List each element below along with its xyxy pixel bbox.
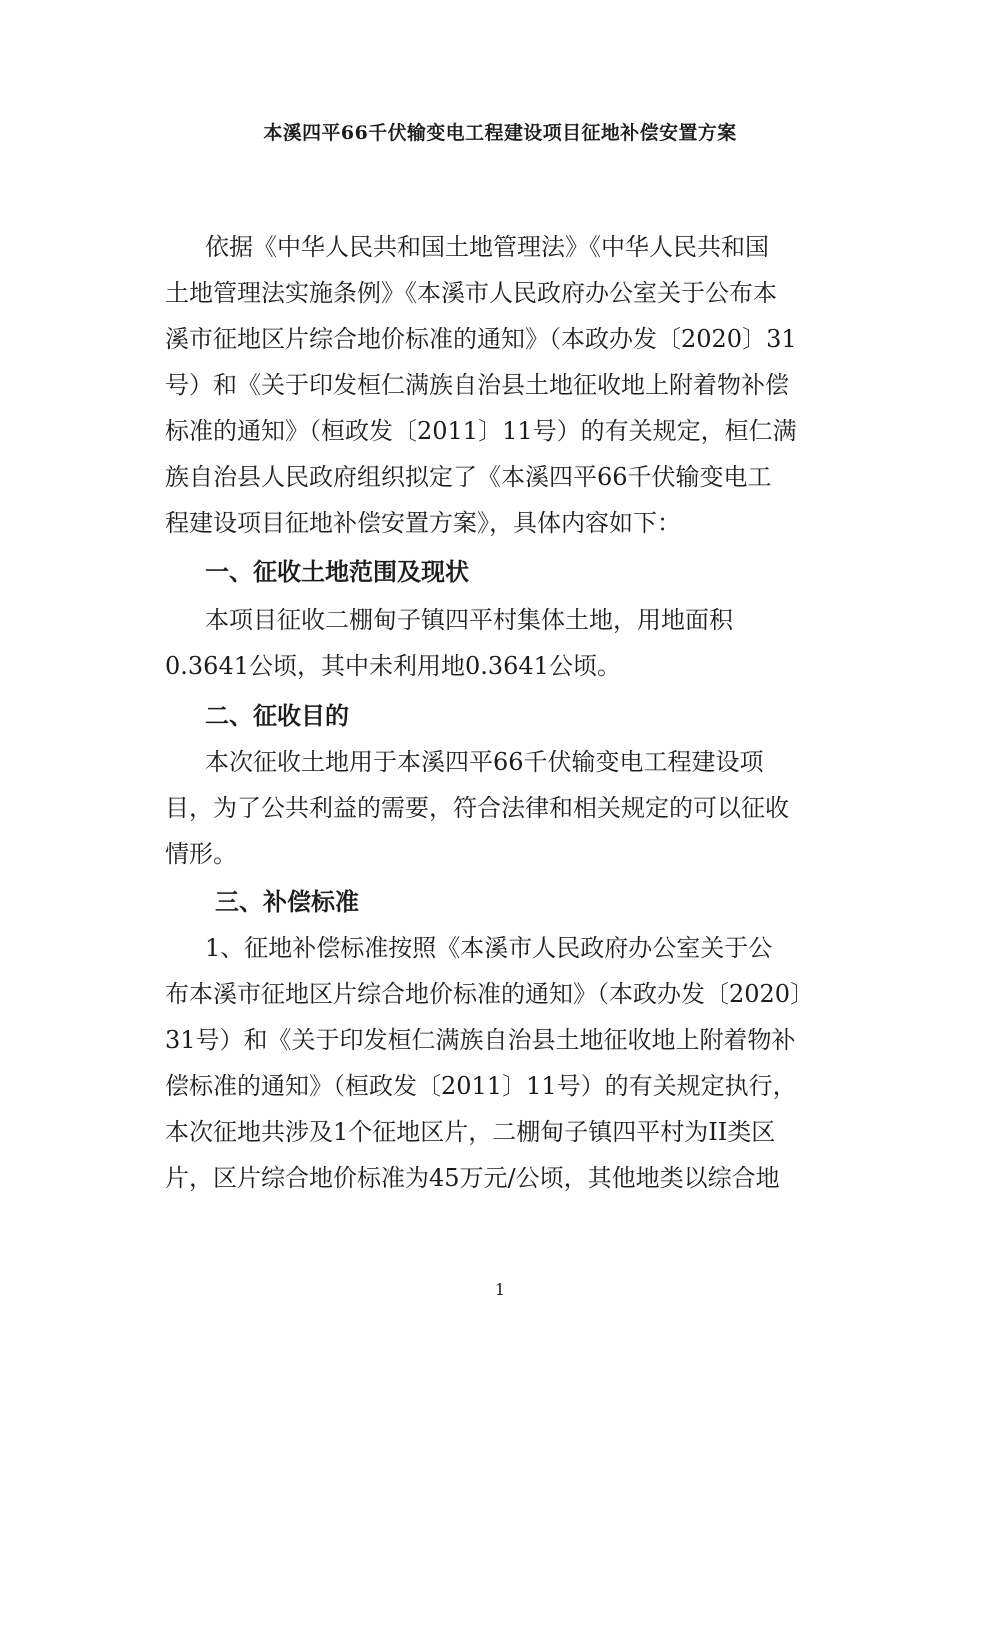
section-line: 目，为了公共利益的需要，符合法律和相关规定的可以征收 xyxy=(165,794,789,822)
section-line: 本项目征收二棚甸子镇四平村集体土地，用地面积 xyxy=(205,606,733,634)
section-line: 布本溪市征地区片综合地价标准的通知》（本政办发〔2020〕 xyxy=(165,980,815,1008)
intro-line: 土地管理法实施条例》《本溪市人民政府办公室关于公布本 xyxy=(165,279,777,307)
intro-line: 号）和《关于印发桓仁满族自治县土地征收地上附着物补偿 xyxy=(165,371,789,399)
section-line: 偿标准的通知》（桓政发〔2011〕11号）的有关规定执行， xyxy=(165,1072,797,1100)
section-line: 本次征地共涉及1个征地区片，二棚甸子镇四平村为II类区 xyxy=(165,1118,776,1146)
section-line: 片，区片综合地价标准为45万元/公顷，其他地类以综合地 xyxy=(165,1164,780,1192)
section-line: 0.3641公顷，其中未利用地0.3641公顷。 xyxy=(165,652,621,680)
intro-line: 溪市征地区片综合地价标准的通知》（本政办发〔2020〕31 xyxy=(165,325,797,353)
intro-line: 程建设项目征地补偿安置方案》，具体内容如下： xyxy=(165,509,681,537)
page-number: 1 xyxy=(494,1280,506,1299)
intro-line: 标准的通知》（桓政发〔2011〕11号）的有关规定，桓仁满 xyxy=(165,417,797,445)
section-heading-scope: 一、征收土地范围及现状 xyxy=(205,558,469,586)
section-line: 情形。 xyxy=(165,840,237,868)
section-line: 1、征地补偿标准按照《本溪市人民政府办公室关于公 xyxy=(205,934,773,962)
intro-line: 族自治县人民政府组织拟定了《本溪四平66千伏输变电工 xyxy=(165,463,772,491)
section-heading-purpose: 二、征收目的 xyxy=(205,702,349,730)
document-title: 本溪四平66千伏输变电工程建设项目征地补偿安置方案 xyxy=(263,122,737,144)
section-line: 本次征收土地用于本溪四平66千伏输变电工程建设项 xyxy=(205,748,764,776)
intro-line: 依据《中华人民共和国土地管理法》《中华人民共和国 xyxy=(205,233,769,261)
section-heading-compensation: 三、补偿标准 xyxy=(215,888,359,916)
section-line: 31号）和《关于印发桓仁满族自治县土地征收地上附着物补 xyxy=(165,1026,796,1054)
